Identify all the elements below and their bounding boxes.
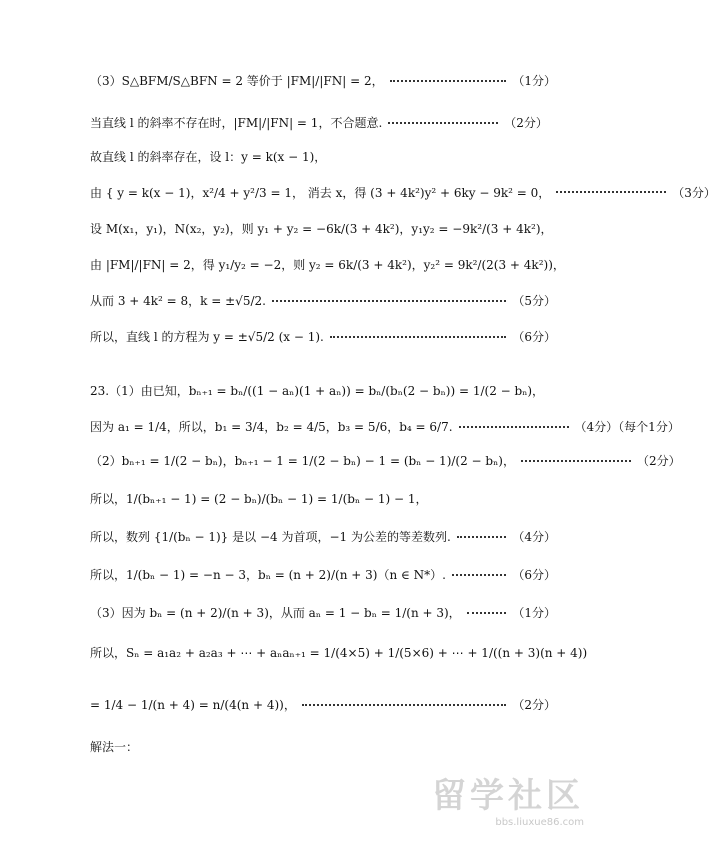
solution-line [90, 738, 556, 755]
watermark [432, 768, 584, 828]
line-text: 故直线 l 的斜率存在，设 l：y = k(x − 1)， [90, 150, 327, 164]
score-label: （1分） [512, 74, 556, 88]
dot-leader [388, 122, 498, 124]
line-text: （3）因为 bₙ = (n + 2)/(n + 3)，从而 aₙ = 1 − bₙ = 1/(n + 3)， [90, 606, 461, 620]
dot-leader [467, 612, 507, 614]
dot-leader [521, 460, 631, 462]
solution-line [90, 292, 556, 309]
dot-leader [302, 704, 507, 706]
line-text: 解法一： [90, 740, 139, 754]
score-label: （5分） [512, 294, 556, 308]
score-label: （2分） [504, 116, 548, 130]
line-text: 设 M(x₁，y₁)，N(x₂，y₂)，则 y₁ + y₂ = −6k/(3 + 4k²)，y₁y₂ = −9k²/(3 + 4k²)， [90, 222, 553, 236]
solution-line [90, 328, 556, 345]
solution-line [90, 418, 680, 435]
score-label: （1分） [512, 606, 556, 620]
line-text: 由 { y = k(x − 1)，x²/4 + y²/3 = 1， 消去 x，得 (3 + 4k²)y² + 6ky − 9k² = 0， [90, 185, 551, 200]
line-text: 所以，数列 {1/(bₙ − 1)} 是以 −4 为首项，−1 为公差的等差数列. [90, 530, 451, 544]
score-label: （2分） [636, 454, 681, 468]
solution-line [90, 148, 556, 165]
score-label: （4分）（每个1分） [574, 420, 680, 434]
line-text: （2）bₙ₊₁ = 1/(2 − bₙ)，bₙ₊₁ − 1 = 1/(2 − bₙ) − 1 = (bₙ − 1)/(2 − bₙ)， [90, 454, 515, 468]
solution-line [90, 528, 556, 545]
solution-line [90, 382, 556, 399]
line-text: 所以，1/(bₙ₊₁ − 1) = (2 − bₙ)/(bₙ − 1) = 1/(bₙ − 1) − 1， [90, 492, 428, 506]
score-label: （4分） [512, 530, 556, 544]
score-label: （6分） [512, 330, 556, 344]
solution-line [90, 114, 556, 131]
line-text: 从而 3 + 4k² = 8，k = ±√5/2. [90, 294, 266, 308]
line-text: 因为 a₁ = 1/4，所以，b₁ = 3/4，b₂ = 4/5，b₃ = 5/6，b₄ = 6/7. [90, 420, 453, 434]
dot-leader [459, 426, 569, 428]
solution-line [90, 452, 681, 469]
line-text: 所以，1/(bₙ − 1) = −n − 3，bₙ = (n + 2)/(n + 3)（n ∈ N*）. [90, 568, 446, 582]
line-text: 所以，Sₙ = a₁a₂ + a₂a₃ + ⋯ + aₙaₙ₊₁ = 1/(4×5) + 1/(5×6) + ⋯ + 1/((n + 3)(n + 4)) [90, 646, 588, 660]
solution-line [90, 220, 556, 237]
score-label: （6分） [512, 568, 556, 582]
dot-leader [457, 536, 507, 538]
line-text: = 1/4 − 1/(n + 4) = n/(4(n + 4))， [90, 698, 296, 712]
line-text: 当直线 l 的斜率不存在时，|FM|/|FN| = 1，不合题意. [90, 116, 383, 130]
solution-line [90, 696, 556, 713]
dot-leader [452, 574, 506, 576]
watermark-url: bbs.liuxue86.com [495, 817, 584, 828]
solution-line [90, 566, 556, 583]
solution-line [90, 604, 556, 621]
solution-line [90, 644, 588, 661]
score-label: （2分） [512, 698, 556, 712]
dot-leader [330, 336, 507, 338]
score-label: （3分） [672, 185, 716, 200]
line-text: 所以，直线 l 的方程为 y = ±√5/2 (x − 1). [90, 330, 324, 344]
line-text: 由 |FM|/|FN| = 2，得 y₁/y₂ = −2，则 y₂ = 6k/(3 + 4k²)，y₂² = 9k²/(2(3 + 4k²))， [90, 258, 565, 272]
dot-leader [272, 300, 506, 302]
dot-leader [556, 191, 666, 193]
line-text: 23.（1）由已知，bₙ₊₁ = bₙ/((1 − aₙ)(1 + aₙ)) = bₙ/(bₙ(2 − bₙ)) = 1/(2 − bₙ)， [90, 384, 545, 398]
line-text: （3）S△BFM/S△BFN = 2 等价于 |FM|/|FN| = 2， [90, 74, 384, 88]
solution-line [90, 72, 556, 89]
solution-line [90, 256, 565, 273]
solution-line [90, 490, 556, 507]
watermark-title: 留学社区 [432, 776, 584, 816]
solution-line [90, 174, 716, 210]
dot-leader [390, 80, 507, 82]
